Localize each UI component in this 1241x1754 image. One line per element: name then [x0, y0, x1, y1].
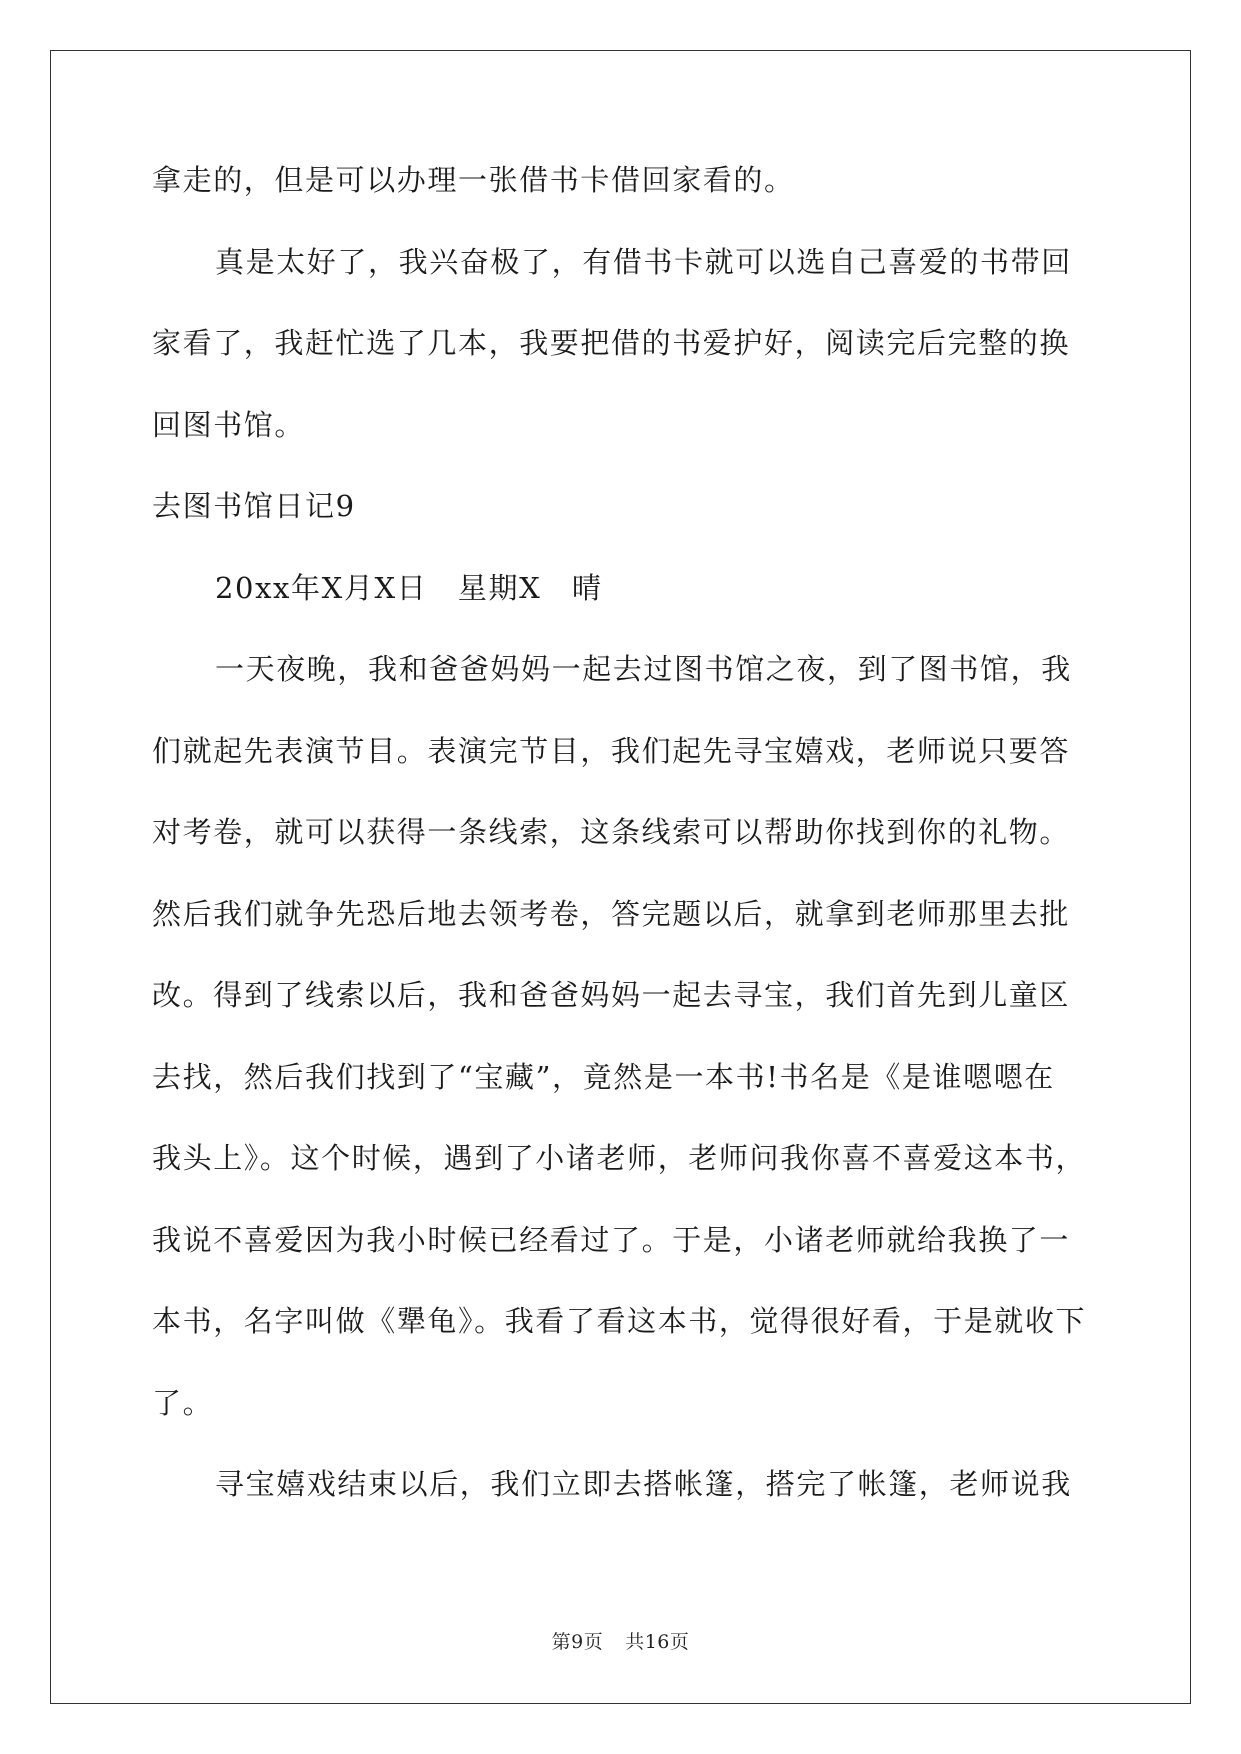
text-line: 对考卷，就可以获得一条线索，这条线索可以帮助你找到你的礼物。	[152, 815, 1071, 849]
text-line: 我说不喜爱因为我小时候已经看过了。于是，小诸老师就给我换了一	[152, 1222, 1071, 1257]
text-line: 了。	[152, 1385, 214, 1420]
text-line: 寻宝嬉戏结束以后，我们立即去搭帐篷，搭完了帐篷，老师说我	[215, 1467, 1072, 1501]
diary-date-line: 20xx年X月X日 星期X 晴	[215, 570, 603, 605]
page-number: 第9页	[551, 1631, 604, 1653]
text-line: 本书，名字叫做《犟龟》。我看了看这本书，觉得很好看，于是就收下	[152, 1304, 1087, 1338]
text-line: 一天夜晚，我和爸爸妈妈一起去过图书馆之夜，到了图书馆，我	[215, 652, 1072, 686]
text-line: 回图书馆。	[152, 407, 306, 442]
text-line: 然后我们就争先恐后地去领考卷，答完题以后，就拿到老师那里去批	[152, 896, 1071, 931]
page-footer	[0, 1627, 1241, 1654]
text-line: 去找，然后我们找到了“宝藏”，竟然是一本书!书名是《是谁嗯嗯在	[152, 1059, 1055, 1094]
text-line: 家看了，我赶忙选了几本，我要把借的书爱护好，阅读完后完整的换	[152, 326, 1071, 360]
text-line: 真是太好了，我兴奋极了，有借书卡就可以选自己喜爱的书带回	[215, 244, 1072, 279]
text-line: 我头上》。这个时候，遇到了小诸老师，老师问我你喜不喜爱这本书，	[152, 1141, 1087, 1175]
text-line: 们就起先表演节目。表演完节目，我们起先寻宝嬉戏，老师说只要答	[152, 733, 1071, 768]
section-heading: 去图书馆日记9	[152, 489, 356, 523]
text-line: 改。得到了线索以后，我和爸爸妈妈一起去寻宝，我们首先到儿童区	[152, 978, 1071, 1012]
document-body	[152, 160, 1092, 1546]
page-total: 共16页	[625, 1631, 690, 1653]
text-line: 拿走的，但是可以办理一张借书卡借回家看的。	[152, 163, 795, 197]
